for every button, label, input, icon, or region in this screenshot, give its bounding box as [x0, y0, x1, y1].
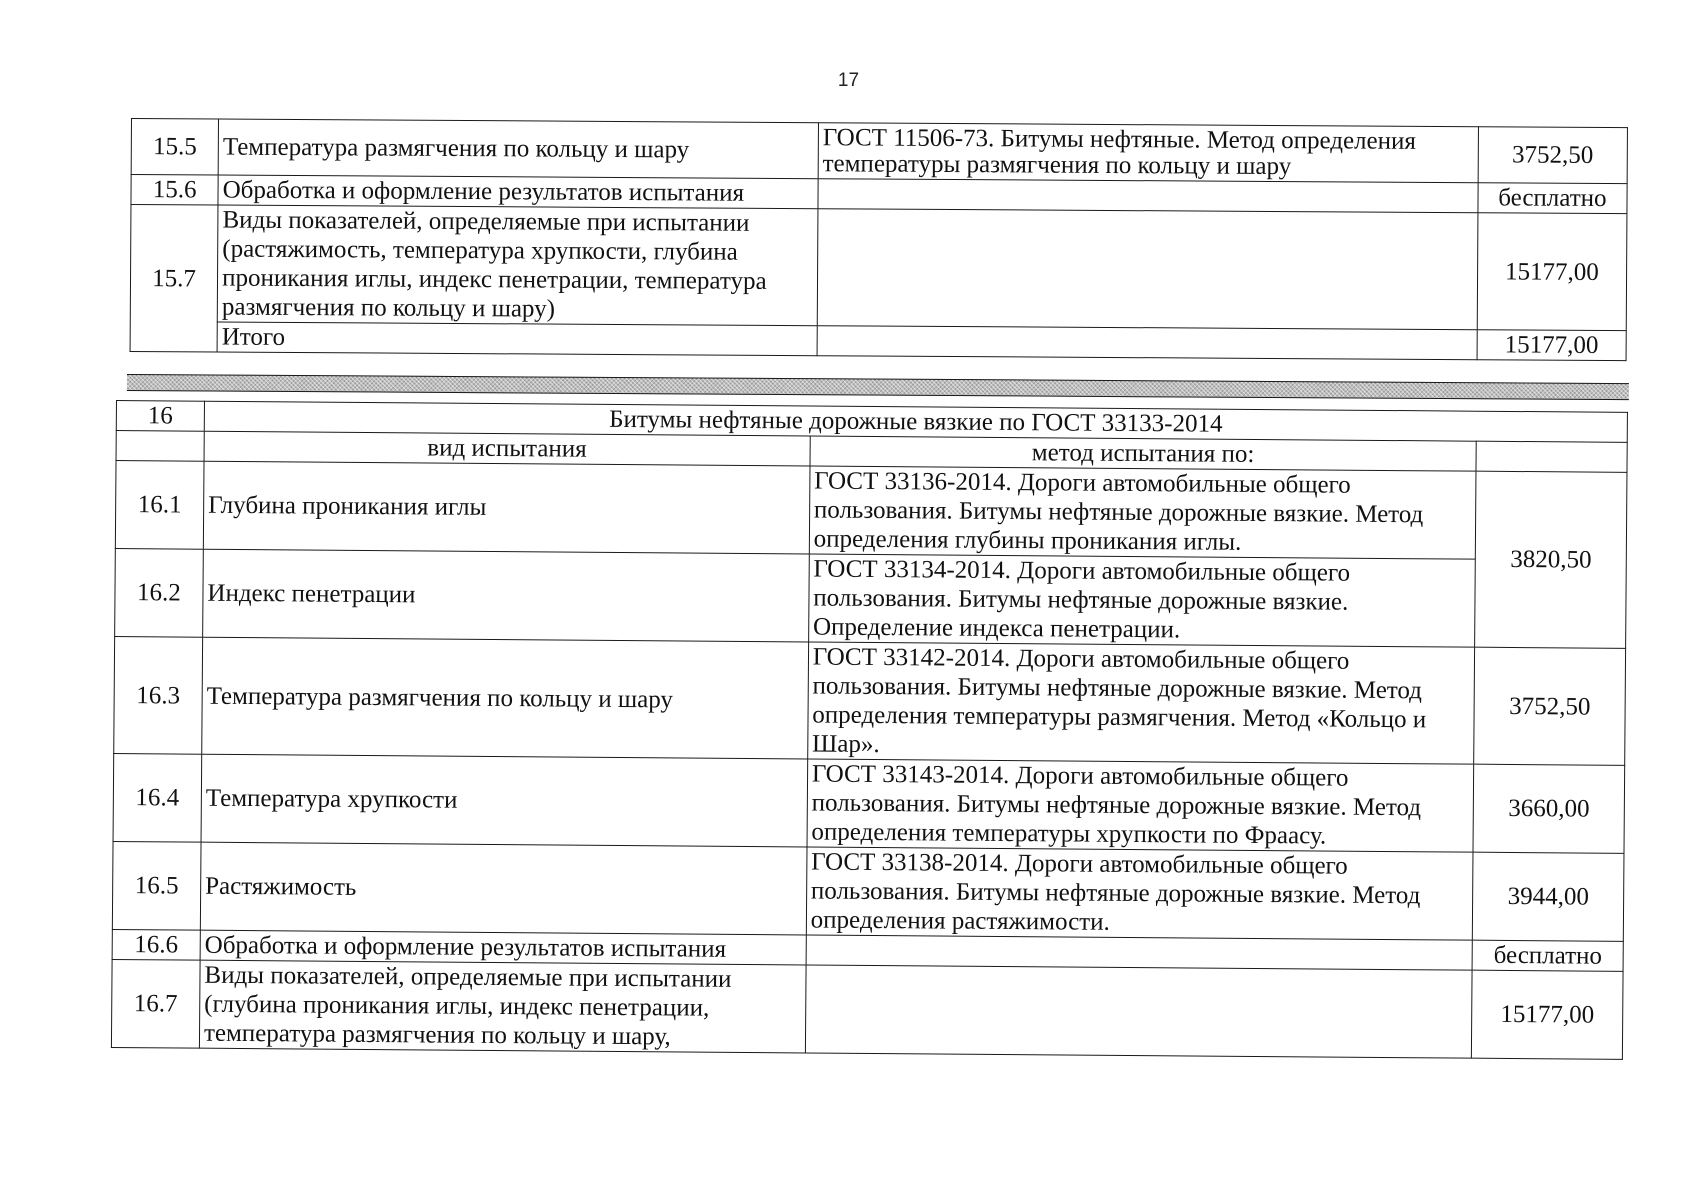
item-price: бесплатно	[1478, 183, 1627, 214]
section-title: Битумы нефтяные дорожные вязкие по ГОСТ 33133-2014	[204, 401, 1627, 442]
item-name: Глубина проникания иглы	[203, 461, 809, 554]
item-name: Температура размягчения по кольцу и шару	[218, 119, 818, 179]
item-method: ГОСТ 33138-2014. Дороги автомобильные общего пользования. Битумы нефтяные дорожные вязкие. Метод определения растяжимости.	[806, 847, 1473, 940]
item-name: Температура хрупкости	[201, 754, 807, 847]
item-number: 16.2	[115, 548, 204, 637]
item-method: ГОСТ 33142-2014. Дороги автомобильные общего пользования. Битумы нефтяные дорожные вязкие. Метод определения температуры размягчения. Метод «Кольцо и Шар».	[807, 642, 1474, 764]
table-row	[115, 461, 1627, 561]
item-name: Обработка и оформление результатов испытания	[218, 175, 818, 209]
table-row	[111, 959, 1623, 1059]
item-method: ГОСТ 33134-2014. Дороги автомобильные общего пользования. Битумы нефтяные дорожные вязкие. Определение индекса пенетрации.	[808, 554, 1475, 647]
item-number: 15.5	[131, 119, 218, 176]
item-number: 16.5	[112, 841, 201, 930]
item-name: Обработка и оформление результатов испытания	[200, 930, 806, 965]
section-separator	[127, 374, 1629, 400]
price-table-section-16	[111, 400, 1628, 1060]
item-method: ГОСТ 11506-73. Битумы нефтяные. Метод определения температуры размягчения по кольцу и шару	[818, 123, 1478, 183]
page-number: 17	[837, 70, 860, 91]
item-method	[817, 209, 1478, 330]
column-header-test: вид испытания	[204, 431, 810, 466]
item-method: ГОСТ 33143-2014. Дороги автомобильные общего пользования. Битумы нефтяные дорожные вязкие. Метод определения температуры хрупкости по Фраасу.	[807, 759, 1474, 852]
item-name: Виды показателей, определяемые при испытании (растяжимость, температура хрупкости, глубина проникания иглы, индекс пенетрации, температура размягчения по кольцу и шару)	[217, 205, 818, 326]
item-number: 16.3	[114, 636, 203, 754]
item-price-merged: 3820,50	[1475, 471, 1627, 648]
item-price: 3944,00	[1473, 852, 1624, 941]
table-row	[130, 205, 1627, 331]
item-method	[817, 326, 1477, 360]
item-number: 16.1	[115, 461, 204, 550]
total-label: Итого	[217, 322, 817, 356]
item-number: 16.7	[111, 959, 200, 1048]
header-empty-cell	[116, 431, 204, 462]
item-price: 3752,50	[1474, 647, 1626, 765]
item-name: Температура размягчения по кольцу и шару	[202, 637, 809, 759]
table-row	[131, 119, 1627, 184]
item-method: ГОСТ 33136-2014. Дороги автомобильные общего пользования. Битумы нефтяные дорожные вязкие. Метод определения глубины проникания иглы.	[809, 466, 1476, 559]
item-price: бесплатно	[1472, 940, 1623, 971]
item-price: 3660,00	[1473, 764, 1624, 853]
item-name: Виды показателей, определяемые при испытании (глубина проникания иглы, индекс пенетрации, температура размягчения по кольцу и шару,	[199, 960, 805, 1053]
total-price: 15177,00	[1477, 330, 1626, 361]
item-name: Индекс пенетрации	[203, 549, 809, 642]
price-table-section-15	[130, 118, 1628, 361]
item-method	[805, 965, 1472, 1058]
table-row	[113, 753, 1625, 853]
table-row	[115, 548, 1627, 648]
table-row	[112, 841, 1624, 941]
item-number: 16.6	[112, 929, 200, 960]
item-number: 15.6	[131, 175, 218, 206]
item-method	[818, 179, 1478, 213]
section-number: 16	[116, 401, 204, 432]
table-row	[114, 636, 1626, 765]
header-empty-cell	[1476, 441, 1627, 472]
column-header-method: метод испытания по:	[810, 436, 1477, 471]
item-price: 3752,50	[1478, 127, 1628, 184]
item-name: Растяжимость	[200, 842, 806, 935]
item-number: 16.4	[113, 753, 202, 842]
item-number: 15.7	[130, 205, 218, 353]
item-price: 15177,00	[1472, 970, 1623, 1059]
item-price: 15177,00	[1477, 213, 1627, 331]
